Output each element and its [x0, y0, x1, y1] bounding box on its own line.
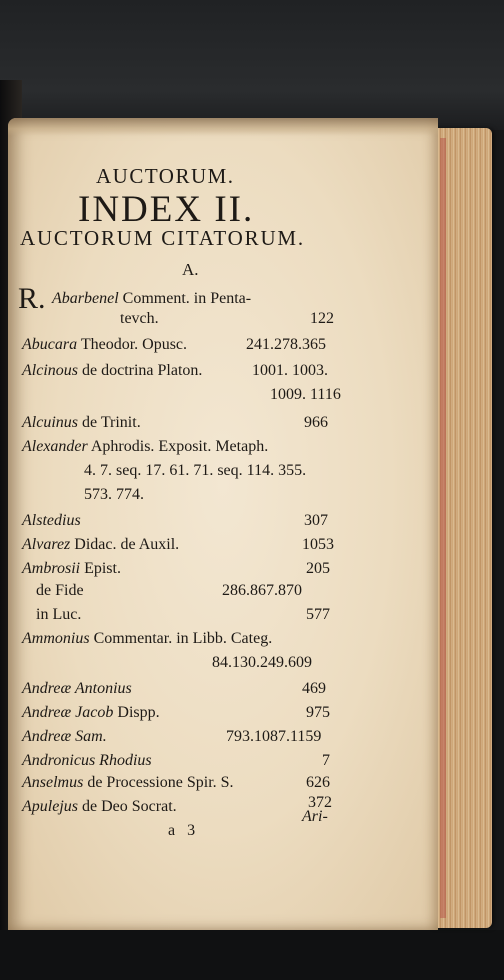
entry-pages: 241.278.365 [246, 336, 326, 353]
entry-line: Ammonius Commentar. in Libb. Categ. [22, 630, 273, 647]
entry-pages: 469 [302, 680, 326, 697]
entry-pages: 307 [304, 512, 328, 529]
book-page [8, 118, 438, 930]
entry-line: in Luc. [36, 606, 82, 623]
index-title: INDEX II. [78, 189, 255, 230]
entry-line: Andronicus Rhodius [22, 752, 152, 769]
entry-line: Anselmus de Processione Spir. S. [22, 774, 234, 791]
entry-pages: 1001. 1003. [252, 362, 328, 379]
entry-line: Alcinous de doctrina Platon. [22, 362, 203, 379]
initial-letter: R. [18, 282, 46, 315]
page-edges [432, 128, 492, 928]
entry-pages: 975 [306, 704, 330, 721]
entry-line: Apulejus de Deo Socrat. [22, 798, 177, 815]
section-letter: A. [182, 260, 199, 279]
entry-pages: 7 [322, 752, 330, 769]
entry-author: Abarbenel Comment. in Penta- [52, 290, 252, 307]
entry-pages: 1053 [302, 536, 334, 553]
entry-title: tevch. [120, 310, 159, 327]
entry-line: 573. 774. [84, 486, 144, 503]
entry-pages: 205 [306, 560, 330, 577]
entry-line: Alvarez Didac. de Auxil. [22, 536, 180, 553]
signature-mark: a 3 [168, 822, 200, 839]
entry-line: Alcuinus de Trinit. [22, 414, 141, 431]
entry-line: Andreæ Sam. [22, 728, 107, 745]
entry-pages: 966 [304, 414, 328, 431]
entry-line: Ambrosii Epist. [22, 560, 121, 577]
entry-pages: 626 [306, 774, 330, 791]
entry-line: Andreæ Antonius [22, 680, 132, 697]
catchword: Ari- [302, 808, 328, 825]
entry-pages: 1009. 1116 [270, 386, 341, 403]
entry-pages: 577 [306, 606, 330, 623]
page-top-shadow [8, 118, 438, 136]
entry-line: Alstedius [22, 512, 81, 529]
index-subtitle: AUCTORUM CITATORUM. [20, 226, 305, 250]
entry-pages: 286.867.870 [222, 582, 302, 599]
entry-pages: 372 [308, 794, 332, 811]
entry-pages: 122 [310, 310, 334, 327]
background-bottom [0, 930, 504, 980]
entry-line: Abucara Theodor. Opusc. [22, 336, 188, 353]
entry-line: Alexander Aphrodis. Exposit. Metaph. [22, 438, 269, 455]
entry-pages: 793.1087.1159 [226, 728, 322, 745]
red-edge-stain [440, 138, 446, 918]
running-head: AUCTORUM. [96, 164, 235, 188]
entry-pages: 84.130.249.609 [212, 654, 312, 671]
entry-line: 4. 7. seq. 17. 61. 71. seq. 114. 355. [84, 462, 307, 479]
background-top [0, 0, 504, 130]
entry-line: de Fide [36, 582, 84, 599]
entry-line: Andreæ Jacob Dispp. [22, 704, 160, 721]
